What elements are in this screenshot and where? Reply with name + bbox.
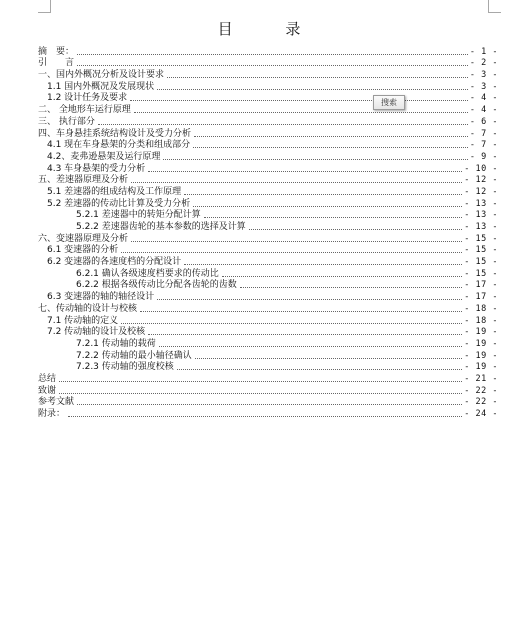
toc-entry[interactable] (38, 397, 498, 409)
toc-entry-label: 1.2 设计任务及要求 (47, 93, 128, 104)
toc-dot-leader (240, 287, 463, 288)
toc-entry-page: - 22 - (464, 397, 498, 408)
toc-dot-leader (59, 381, 462, 382)
toc-entry[interactable] (38, 385, 498, 397)
toc-entry-page: - 2 - (469, 58, 498, 69)
toc-entry-label: 附录： (38, 409, 66, 419)
toc-dot-leader (77, 404, 462, 405)
toc-entry[interactable] (38, 373, 498, 385)
toc-entry[interactable] (38, 315, 498, 327)
toc-dot-leader (140, 311, 462, 312)
toc-entry[interactable] (38, 104, 498, 116)
toc-dot-leader (59, 393, 462, 394)
toc-entry-label: 总结 (38, 373, 57, 384)
toc-entry-label: 6.1 变速器的分析 (47, 245, 119, 256)
toc-entry-page: - 21 - (464, 373, 498, 384)
toc-entry-page: - 15 - (464, 233, 498, 244)
toc-entry[interactable] (38, 81, 498, 93)
toc-dot-leader (193, 147, 468, 148)
toc-entry-label: 4.2、麦弗逊悬架及运行原理 (47, 151, 161, 162)
toc-entry[interactable] (38, 163, 498, 175)
toc-entry-page: - 13 - (464, 210, 498, 221)
toc-dot-leader (131, 182, 462, 183)
toc-dot-leader (194, 136, 468, 137)
toc-entry-page: - 3 - (469, 70, 498, 81)
toc-entry-label: 七、传动轴的设计与校核 (38, 303, 138, 314)
toc-entry-label: 三、 执行部分 (38, 116, 95, 127)
table-of-contents (38, 46, 498, 420)
toc-entry-page: - 17 - (464, 280, 498, 291)
toc-dot-leader (177, 369, 463, 370)
toc-entry[interactable] (38, 350, 498, 362)
toc-entry[interactable] (38, 233, 498, 245)
toc-entry-label: 摘 要： (38, 46, 75, 57)
toc-dot-leader (159, 346, 463, 347)
toc-entry-label: 6.2.2 根据各级传动比分配各齿轮的齿数 (76, 280, 237, 291)
toc-entry[interactable] (38, 291, 498, 303)
toc-dot-leader (204, 217, 463, 218)
toc-entry-page: - 22 - (464, 385, 498, 396)
toc-entry[interactable] (38, 408, 498, 420)
toc-entry-label: 5.2 差速器的传动比计算及受力分析 (47, 198, 191, 209)
toc-dot-leader (222, 276, 463, 277)
toc-entry[interactable] (38, 58, 498, 70)
toc-dot-leader (77, 65, 468, 66)
toc-entry[interactable] (38, 151, 498, 163)
toc-entry-label: 5.1 差速器的组成结构及工作原理 (47, 186, 182, 197)
toc-dot-leader (121, 252, 462, 253)
toc-entry-page: - 3 - (469, 81, 498, 92)
toc-entry-page: - 15 - (464, 268, 498, 279)
toc-dot-leader (131, 241, 462, 242)
toc-entry[interactable] (38, 303, 498, 315)
toc-entry[interactable] (38, 128, 498, 140)
toc-entry-page: - 19 - (464, 338, 498, 349)
toc-entry-page: - 18 - (464, 303, 498, 314)
toc-entry-page: - 19 - (464, 350, 498, 361)
toc-dot-leader (148, 171, 462, 172)
search-tooltip-button[interactable]: 搜索 (373, 95, 405, 110)
toc-dot-leader (157, 299, 462, 300)
toc-entry[interactable] (38, 280, 498, 292)
toc-entry[interactable] (38, 210, 498, 222)
toc-entry[interactable] (38, 175, 498, 187)
toc-entry[interactable] (38, 140, 498, 152)
toc-entry-page: - 12 - (464, 175, 498, 186)
toc-entry-label: 5.2.1 差速器中的转矩分配计算 (76, 210, 201, 221)
toc-entry-page: - 17 - (464, 292, 498, 303)
toc-entry[interactable] (38, 116, 498, 128)
toc-entry-label: 7.2.2 传动轴的最小轴径确认 (76, 350, 192, 361)
toc-entry-page: - 12 - (464, 186, 498, 197)
toc-dot-leader (134, 112, 468, 113)
toc-entry-label: 二、 全地形车运行原理 (38, 105, 131, 116)
toc-dot-leader (98, 124, 468, 125)
toc-entry[interactable] (38, 69, 498, 81)
toc-entry[interactable] (38, 256, 498, 268)
toc-entry-label: 六、变速器原理及分析 (38, 233, 129, 244)
toc-entry[interactable] (38, 93, 498, 105)
toc-title: 目 录 (217, 20, 325, 38)
toc-entry-label: 7.1 传动轴的定义 (47, 315, 119, 326)
toc-entry-page: - 18 - (464, 315, 498, 326)
toc-entry-page: - 13 - (464, 222, 498, 232)
toc-dot-leader (68, 416, 462, 417)
toc-dot-leader (157, 89, 468, 90)
toc-entry-label: 6.3 变速器的轴的轴径设计 (47, 292, 155, 303)
toc-entry-page: - 15 - (464, 245, 498, 256)
toc-entry-label: 6.2 变速器的各速度档的分配设计 (47, 257, 182, 268)
toc-entry-label: 7.2.3 传动轴的强度校核 (76, 362, 174, 373)
toc-entry-label: 参考文献 (38, 397, 75, 408)
toc-entry-page: - 1 - (469, 46, 498, 57)
toc-entry[interactable] (38, 221, 498, 233)
toc-dot-leader (121, 323, 462, 324)
toc-entry-label: 4.1 现在车身悬架的分类和组成部分 (47, 140, 191, 151)
toc-dot-leader (193, 206, 462, 207)
toc-entry-page: - 7 - (469, 128, 498, 139)
toc-entry[interactable] (38, 362, 498, 374)
toc-dot-leader (167, 77, 468, 78)
toc-entry-page: - 24 - (464, 409, 498, 419)
toc-dot-leader (77, 54, 468, 55)
toc-dot-leader (163, 159, 468, 160)
toc-entry-label: 五、差速器原理及分析 (38, 175, 129, 186)
toc-entry-page: - 7 - (469, 140, 498, 151)
toc-dot-leader (148, 334, 462, 335)
toc-entry-label: 1.1 国内外概况及发展现状 (47, 81, 155, 92)
toc-entry-page: - 4 - (469, 105, 498, 116)
toc-entry-page: - 19 - (464, 362, 498, 373)
toc-entry[interactable] (38, 46, 498, 58)
toc-entry-page: - 15 - (464, 257, 498, 268)
toc-entry[interactable] (38, 198, 498, 210)
toc-entry-page: - 13 - (464, 198, 498, 209)
toc-dot-leader (130, 100, 468, 101)
toc-dot-leader (184, 194, 462, 195)
toc-entry-label: 致谢 (38, 385, 57, 396)
toc-entry[interactable] (38, 338, 498, 350)
page-corner-mark-left (38, 0, 51, 13)
toc-entry[interactable] (38, 327, 498, 339)
toc-dot-leader (195, 358, 463, 359)
toc-entry-page: - 10 - (464, 163, 498, 174)
toc-entry-page: - 19 - (464, 327, 498, 338)
toc-entry-label: 7.2 传动轴的设计及校核 (47, 327, 146, 338)
toc-entry-label: 引 言 (38, 58, 75, 69)
toc-entry-label: 6.2.1 确认各级速度档要求的传动比 (76, 268, 219, 279)
toc-dot-leader (249, 229, 463, 230)
toc-entry-page: - 4 - (469, 93, 498, 104)
toc-entry[interactable] (38, 245, 498, 257)
toc-entry[interactable] (38, 186, 498, 198)
toc-entry-label: 四、车身悬挂系统结构设计及受力分析 (38, 128, 192, 139)
page-corner-mark-right (488, 0, 501, 13)
toc-entry-page: - 9 - (469, 151, 498, 162)
toc-entry-page: - 6 - (469, 116, 498, 127)
toc-dot-leader (184, 264, 462, 265)
toc-entry-label: 4.3 车身悬架的受力分析 (47, 163, 146, 174)
toc-entry-label: 7.2.1 传动轴的载荷 (76, 338, 156, 349)
toc-entry[interactable] (38, 268, 498, 280)
toc-entry-label: 一、国内外概况分析及设计要求 (38, 70, 165, 81)
toc-entry-label: 5.2.2 差速器齿轮的基本参数的选择及计算 (76, 222, 246, 232)
